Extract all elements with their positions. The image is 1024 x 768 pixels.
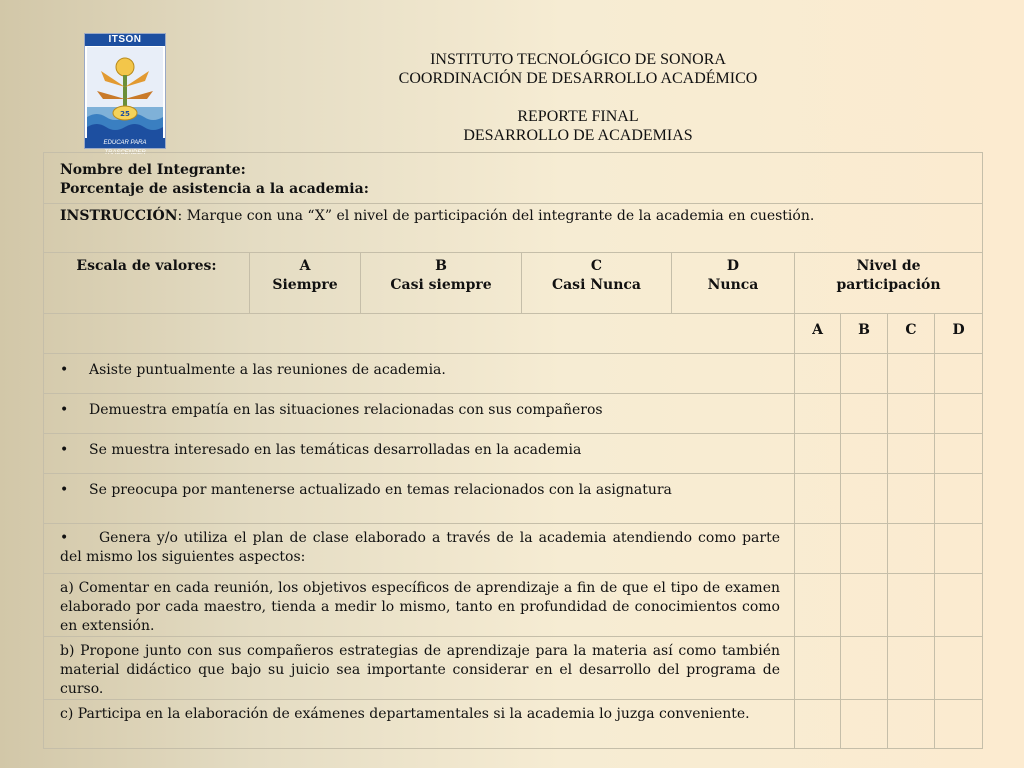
check-cell-d[interactable] — [935, 394, 983, 434]
check-cell-b[interactable] — [841, 394, 888, 434]
scale-row — [44, 253, 983, 314]
check-cell-a[interactable] — [795, 574, 841, 637]
itson-logo — [84, 33, 166, 156]
check-cell-c[interactable] — [888, 394, 935, 434]
criterion-text: Genera y/o utiliza el plan de clase elaborado a través de la academia atendiendo como parte del mismo los siguientes aspectos: — [60, 530, 780, 565]
level-columns-row — [44, 314, 983, 354]
table-row — [44, 700, 983, 749]
check-cell-d[interactable] — [935, 574, 983, 637]
scale-option-d: D Nunca — [672, 253, 795, 314]
table-row — [44, 474, 983, 524]
bullet-icon: • — [60, 402, 69, 418]
instruction-text: : Marque con una “X” el nivel de participación del integrante de la academia en cuestión. — [177, 208, 815, 224]
participation-level-header: Nivel de participación — [795, 253, 983, 314]
scale-option-b: B Casi siempre — [361, 253, 522, 314]
bullet-icon: • — [60, 482, 69, 498]
scale-option-c: C Casi Nunca — [522, 253, 672, 314]
table-row — [44, 354, 983, 394]
member-info-row — [44, 153, 983, 204]
check-cell-a[interactable] — [795, 474, 841, 524]
instruction-label: INSTRUCCIÓN — [60, 208, 178, 224]
check-cell-b[interactable] — [841, 574, 888, 637]
check-cell-d[interactable] — [935, 434, 983, 474]
check-cell-d[interactable] — [935, 524, 983, 574]
logo-title: ITSON — [85, 34, 165, 46]
report-title: REPORTE FINAL — [517, 108, 639, 125]
check-cell-c[interactable] — [888, 474, 935, 524]
check-cell-d[interactable] — [935, 474, 983, 524]
criterion-text: Se preocupa por mantenerse actualizado en temas relacionados con la asignatura — [89, 482, 672, 498]
check-cell-d[interactable] — [935, 637, 983, 700]
criterion-text: Demuestra empatía en las situaciones relacionadas con sus compañeros — [89, 402, 603, 418]
check-cell-d[interactable] — [935, 354, 983, 394]
criterion-text: Se muestra interesado en las temáticas desarrolladas en la academia — [89, 442, 582, 458]
logo-emblem-icon — [87, 47, 163, 138]
attendance-label: Porcentaje de asistencia a la academia: — [60, 181, 369, 197]
check-cell-a[interactable] — [795, 524, 841, 574]
table-row — [44, 637, 983, 700]
evaluation-form-table — [43, 152, 983, 749]
document-header — [300, 50, 856, 145]
check-cell-b[interactable] — [841, 474, 888, 524]
table-row — [44, 434, 983, 474]
check-cell-c[interactable] — [888, 700, 935, 749]
check-cell-c[interactable] — [888, 637, 935, 700]
check-cell-c[interactable] — [888, 574, 935, 637]
check-cell-c[interactable] — [888, 354, 935, 394]
check-cell-a[interactable] — [795, 637, 841, 700]
bullet-icon: • — [60, 530, 69, 546]
table-row — [44, 524, 983, 574]
sub-criterion-text: b) Propone junto con sus compañeros estrategias de aprendizaje para la materia así como también material didáctico que bajo su juicio sea importante considerar en el desarrollo del programa de curso. — [44, 637, 795, 700]
bullet-icon: • — [60, 362, 69, 378]
institution-name: INSTITUTO TECNOLÓGICO DE SONORA — [430, 51, 726, 68]
sub-criterion-text: c) Participa en la elaboración de exámenes departamentales si la academia lo juzga conveniente. — [44, 700, 795, 749]
check-cell-a[interactable] — [795, 394, 841, 434]
coordination-name: COORDINACIÓN DE DESARROLLO ACADÉMICO — [398, 70, 758, 87]
check-cell-b[interactable] — [841, 700, 888, 749]
level-col-a: A — [795, 314, 841, 354]
check-cell-c[interactable] — [888, 434, 935, 474]
level-col-c: C — [888, 314, 935, 354]
bullet-icon: • — [60, 442, 69, 458]
svg-text:25: 25 — [120, 110, 130, 118]
check-cell-d[interactable] — [935, 700, 983, 749]
member-name-label: Nombre del Integrante: — [60, 162, 246, 178]
check-cell-c[interactable] — [888, 524, 935, 574]
sub-criterion-text: a) Comentar en cada reunión, los objetivos específicos de aprendizaje a fin de que el tipo de examen elaborado por cada maestro, tienda a medir lo mismo, tanto en profundidad de conocimientos como en extensión. — [44, 574, 795, 637]
scale-label: Escala de valores: — [44, 253, 250, 314]
logo-motto: EDUCAR PARA TRASCENDER — [85, 138, 165, 148]
table-row — [44, 394, 983, 434]
level-col-b: B — [841, 314, 888, 354]
check-cell-a[interactable] — [795, 354, 841, 394]
instruction-row — [44, 204, 983, 253]
check-cell-b[interactable] — [841, 524, 888, 574]
report-subtitle: DESARROLLO DE ACADEMIAS — [463, 127, 693, 144]
level-col-d: D — [935, 314, 983, 354]
check-cell-b[interactable] — [841, 354, 888, 394]
table-row — [44, 574, 983, 637]
check-cell-a[interactable] — [795, 700, 841, 749]
criterion-text: Asiste puntualmente a las reuniones de academia. — [89, 362, 446, 378]
check-cell-b[interactable] — [841, 637, 888, 700]
check-cell-a[interactable] — [795, 434, 841, 474]
check-cell-b[interactable] — [841, 434, 888, 474]
scale-option-a: A Siempre — [250, 253, 361, 314]
